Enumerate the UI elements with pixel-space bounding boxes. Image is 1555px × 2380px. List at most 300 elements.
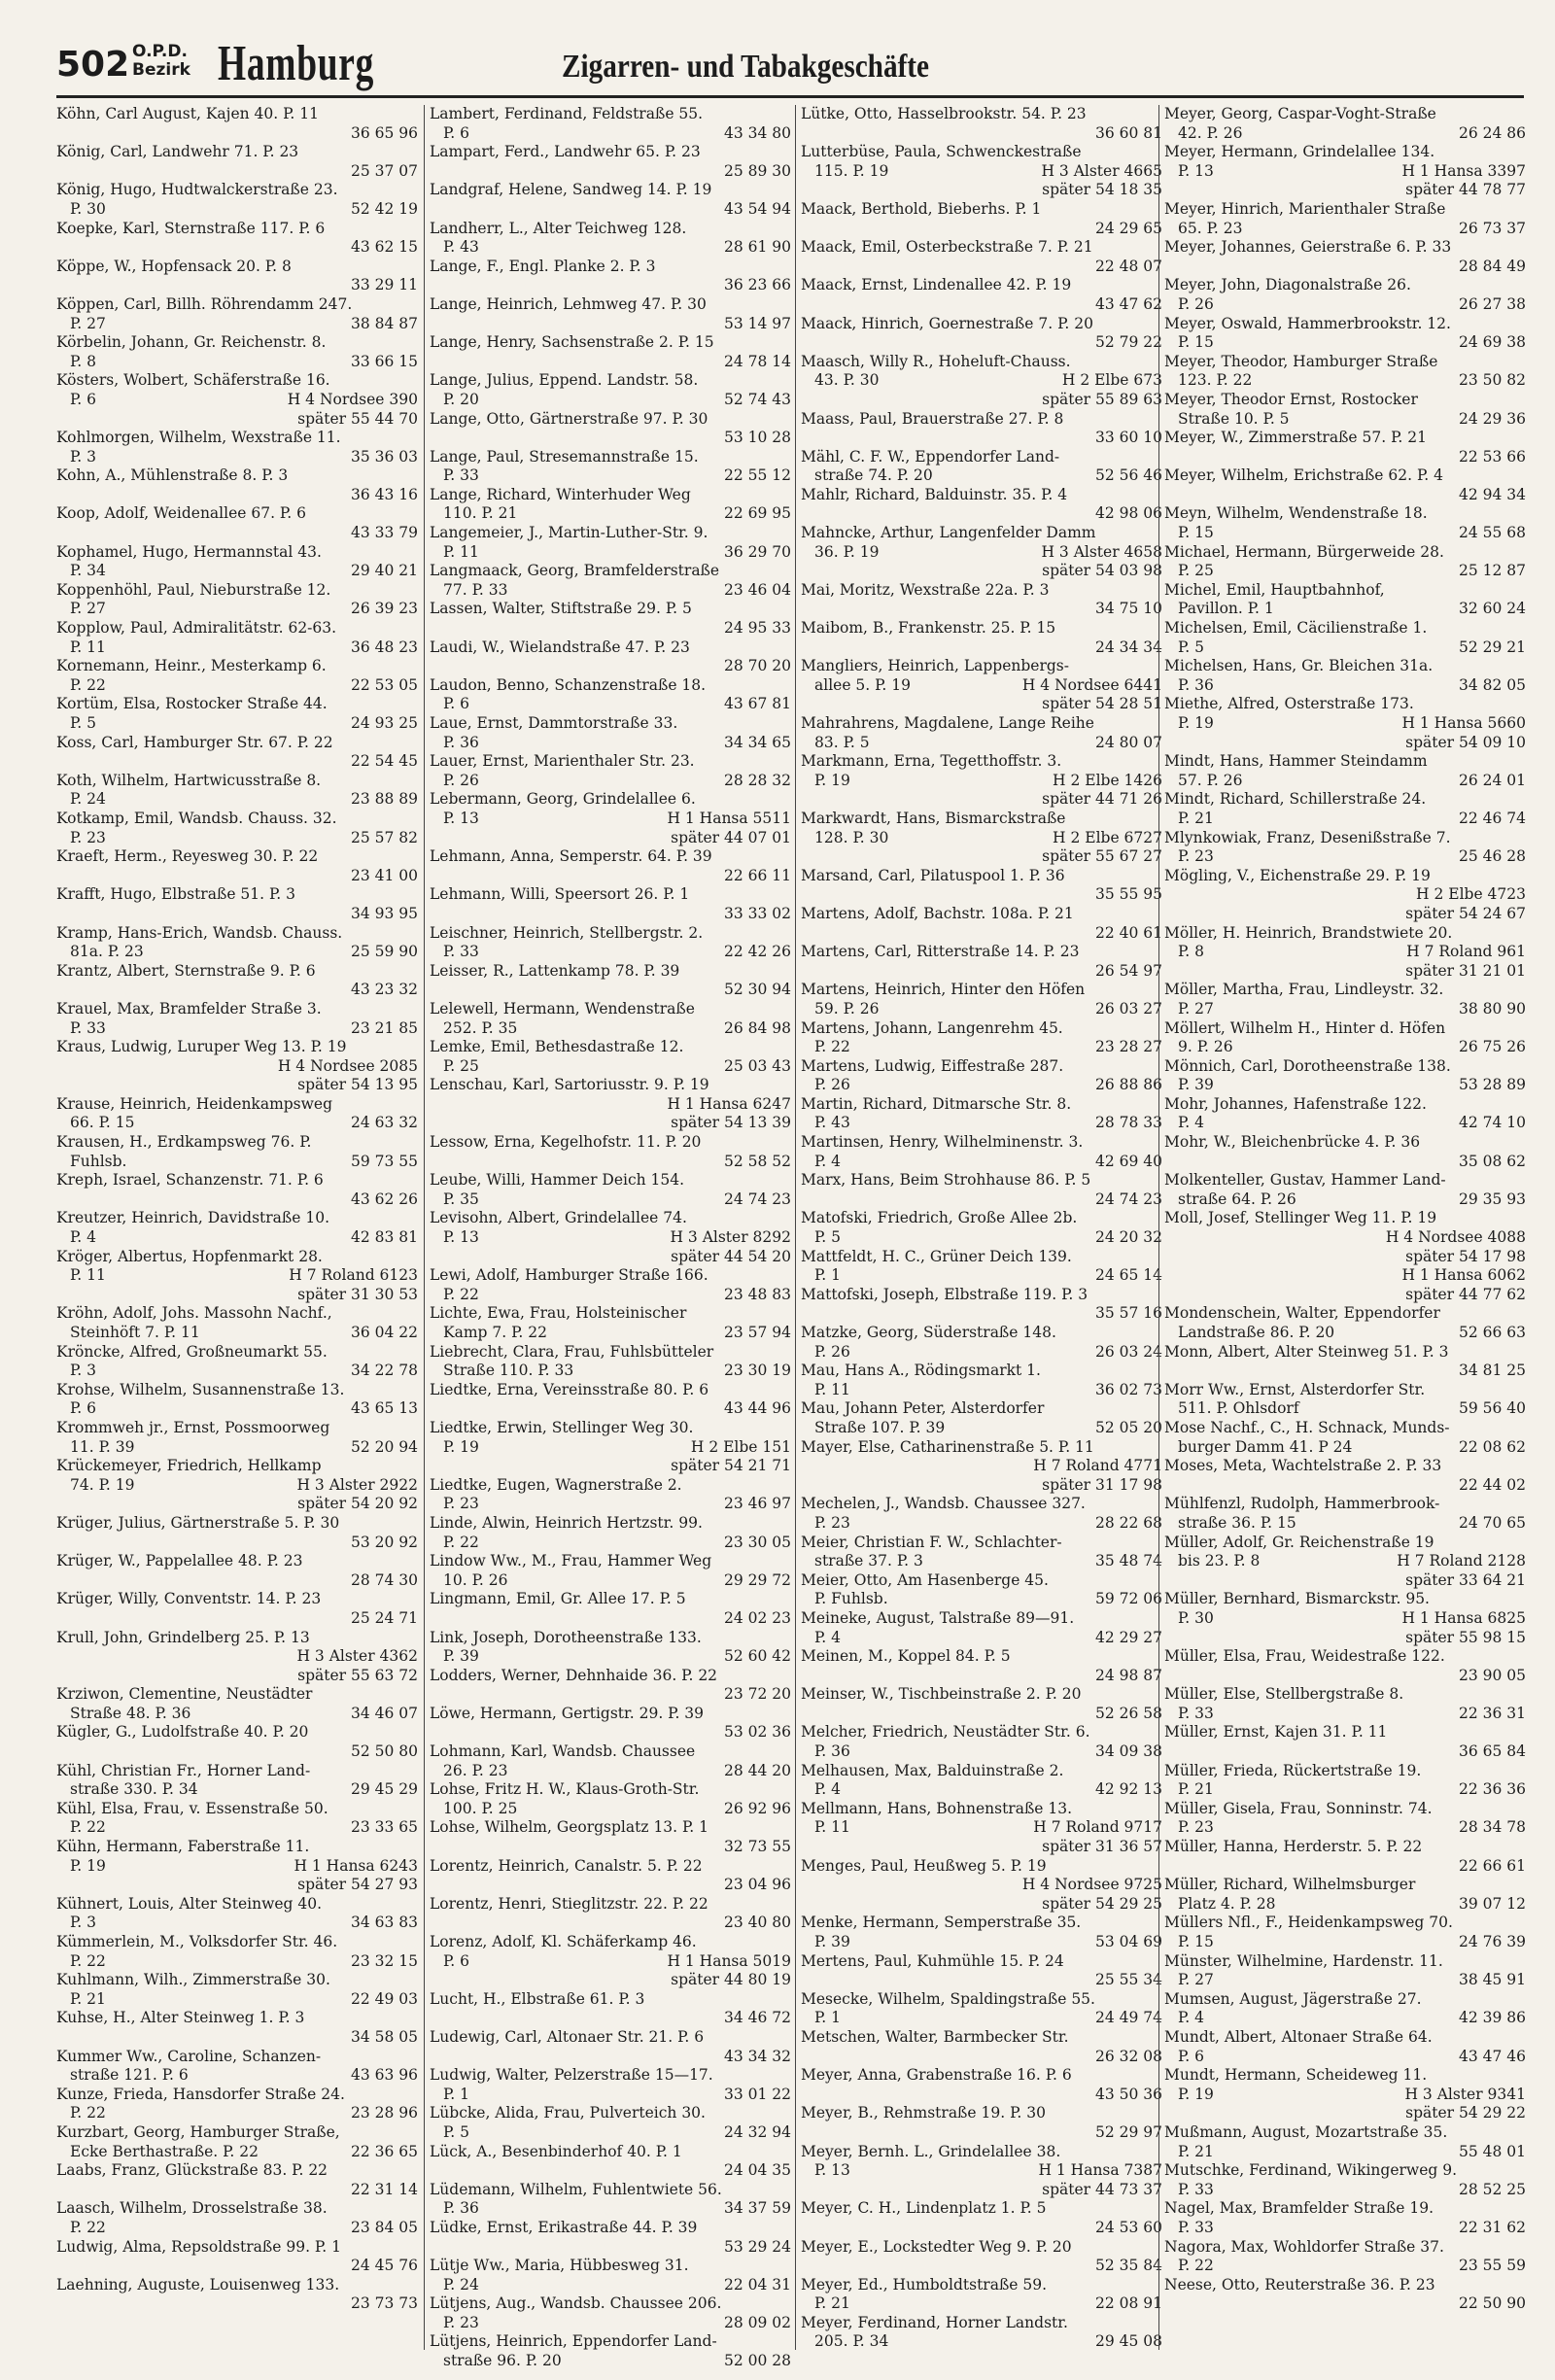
entry-detail-line (56, 1476, 418, 1496)
entry-postal-district: P. 25 (1178, 562, 1214, 580)
entry-postal-district: P. 26 (1178, 294, 1214, 313)
entry-postal-district: straße 121. P. 6 (70, 2066, 189, 2085)
entry-postal-district (430, 429, 443, 448)
entry-postal-district: P. 33 (70, 1018, 106, 1037)
directory-entry (430, 2066, 791, 2104)
entry-detail-line (430, 1019, 791, 1039)
entry-name: Mellmann, Hans, Bohnenstraße 13. (801, 1799, 1073, 1817)
entry-postal-district: P. 6 (70, 390, 97, 408)
entry-phone-number: 23 84 05 (350, 2218, 418, 2236)
entry-postal-district: P. 24 (70, 790, 106, 809)
entry-later-number: später 31 17 98 (1042, 1475, 1162, 1494)
entry-name: Ludwig, Walter, Pelzerstraße 15—17. (430, 2066, 713, 2085)
entry-phone-number: 22 44 02 (1458, 1475, 1526, 1494)
entry-name: Miethe, Alfred, Osterstraße 173. (1164, 695, 1414, 713)
entry-later-number: später 55 44 70 (297, 409, 418, 428)
entry-detail-line (56, 1228, 418, 1248)
entry-detail-line (1164, 1114, 1526, 1133)
entry-detail-line (1164, 1933, 1526, 1952)
entry-postal-district: P. 6 (70, 1399, 97, 1418)
entry-later-number: später 54 20 92 (297, 1495, 418, 1513)
entry-postal-district (801, 1971, 814, 1990)
entry-phone-number: 23 32 15 (350, 1951, 418, 1970)
entry-postal-district: Fuhlsb. (70, 1152, 127, 1170)
directory-entry (1164, 2066, 1526, 2123)
entry-postal-district: P. 43 (443, 238, 479, 257)
entry-detail-line (56, 1153, 418, 1172)
entry-name: Mertens, Paul, Kuhmühle 15. P. 24 (801, 1951, 1064, 1970)
entry-detail-line (1164, 410, 1526, 430)
entry-name: Mönnich, Carl, Dorotheenstraße 138. (1164, 1056, 1451, 1075)
directory-entry (430, 1076, 791, 1133)
entry-phone-number: 43 47 46 (1458, 2047, 1526, 2065)
entry-detail-line (801, 772, 1162, 791)
entry-name: Meyer, Hermann, Grindelallee 134. (1164, 143, 1435, 161)
entry-phone-number: 24 69 38 (1458, 333, 1526, 352)
entry-postal-district: P. 11 (70, 1266, 106, 1285)
entry-phone-number: 26 24 86 (1458, 123, 1526, 142)
entry-name: Maack, Ernst, Lindenallee 42. P. 19 (801, 276, 1072, 294)
entry-name: Lange, Paul, Stresemannstraße 15. (430, 447, 699, 466)
entry-name: Mähl, C. F. W., Eppendorfer Land- (801, 447, 1060, 466)
entry-detail-line (801, 1629, 1162, 1648)
entry-name: Landgraf, Helene, Sandweg 14. P. 19 (430, 181, 712, 199)
directory-entry (56, 847, 418, 885)
entry-later-number: später 54 27 93 (297, 1876, 418, 1894)
entry-phone-number: 28 22 68 (1094, 1513, 1162, 1532)
directory-entry (1164, 2028, 1526, 2066)
entry-name: Mohr, W., Bleichenbrücke 4. P. 36 (1164, 1133, 1421, 1152)
entry-name: König, Hugo, Hudtwalckerstraße 23. (56, 181, 338, 199)
entry-phone-number: 43 23 32 (350, 981, 418, 999)
entry-detail-line (1164, 333, 1526, 353)
directory-entry (1164, 1952, 1526, 1990)
entry-detail-line (56, 2181, 418, 2200)
entry-detail-line (56, 1190, 418, 1210)
entry-phone-number: H 2 Elbe 6727 (1053, 828, 1162, 846)
entry-name: Mau, Johann Peter, Alsterdorfer (801, 1399, 1045, 1418)
entry-name: Kummer Ww., Caroline, Schanzen- (56, 2047, 322, 2065)
entry-postal-district (801, 1705, 814, 1724)
entry-phone-number: 43 44 96 (723, 1399, 791, 1418)
entry-detail-line (430, 657, 791, 676)
directory-entry (1164, 1171, 1526, 1209)
entry-postal-district: P. 19 (1178, 2085, 1214, 2103)
entry-phone-number: 32 60 24 (1458, 600, 1526, 618)
entry-phone-number: 34 82 05 (1458, 675, 1526, 694)
district-label (132, 43, 190, 80)
entry-postal-district: Straße 107. P. 39 (814, 1418, 946, 1436)
entry-detail-line (1164, 1818, 1526, 1838)
directory-entry (56, 1971, 418, 2009)
entry-phone-number: 24 65 14 (1094, 1266, 1162, 1285)
entry-postal-district: 81a. P. 23 (70, 943, 144, 961)
directory-entry (801, 1857, 1162, 1914)
directory-entry (56, 657, 418, 695)
entry-name: Krohse, Wilhelm, Susannenstraße 13. (56, 1380, 345, 1398)
entry-name: Mattofski, Joseph, Elbstraße 119. P. 3 (801, 1285, 1088, 1303)
entry-phone-number: 52 35 84 (1094, 2257, 1162, 2275)
entry-phone-number: 23 46 04 (723, 580, 791, 599)
entry-phone-number: 29 45 08 (1094, 2332, 1162, 2351)
entry-name: Nagel, Max, Bramfelder Straße 19. (1164, 2199, 1434, 2218)
entry-phone-number: 42 98 06 (1094, 504, 1162, 523)
entry-phone-number: 34 09 38 (1094, 1742, 1162, 1761)
directory-entry (430, 1038, 791, 1076)
directory-entry (430, 1895, 791, 1933)
entry-name: Mau, Hans A., Rödingsmarkt 1. (801, 1362, 1041, 1380)
entry-postal-district: P. 34 (70, 562, 106, 580)
directory-entry (56, 1133, 418, 1171)
entry-postal-district (801, 2257, 814, 2276)
entry-postal-district (801, 1190, 814, 1210)
entry-postal-district: straße 74. P. 20 (814, 466, 933, 485)
entry-detail-line (430, 1286, 791, 1305)
entry-name: Mesecke, Wilhelm, Spaldingstraße 55. (801, 1989, 1095, 2008)
entry-later-number: später 44 77 62 (1405, 1285, 1526, 1303)
entry-postal-district: Landstraße 86. P. 20 (1178, 1324, 1335, 1341)
entry-detail-line (56, 2066, 418, 2086)
entry-postal-district: burger Damm 41. P 24 (1178, 1437, 1353, 1456)
directory-entry (430, 2143, 791, 2181)
entry-name: Menges, Paul, Heußweg 5. P. 19 (801, 1856, 1047, 1875)
directory-entry (56, 220, 418, 258)
entry-detail-line (430, 1723, 791, 1742)
entry-phone-number: 53 14 97 (723, 314, 791, 332)
entry-detail-line (1164, 1971, 1526, 1990)
entry-later-number: später 55 89 63 (1042, 390, 1162, 408)
entry-phone-number: 24 63 32 (350, 1114, 418, 1132)
entry-postal-district: P. 20 (443, 390, 479, 408)
directory-entry (430, 258, 791, 295)
directory-entry (801, 810, 1162, 867)
entry-postal-district (801, 1304, 814, 1324)
entry-postal-district: Platz 4. P. 28 (1178, 1894, 1276, 1913)
entry-detail-line (801, 162, 1162, 182)
directory-entry (801, 1399, 1162, 1437)
entry-detail-line (801, 962, 1162, 982)
entry-name: Lenschau, Karl, Sartoriusstr. 9. P. 19 (430, 1076, 709, 1094)
entry-detail-line (1164, 1552, 1526, 1571)
entry-name: Liebrecht, Clara, Frau, Fuhlsbütteler (430, 1342, 714, 1361)
directory-entry (1164, 1266, 1526, 1304)
entry-later-number: später 54 18 35 (1042, 181, 1162, 199)
entry-phone-number: 38 80 90 (1458, 999, 1526, 1018)
entry-postal-district (56, 867, 70, 886)
entry-name: Mögling, V., Eichenstraße 29. P. 19 (1164, 866, 1431, 884)
entry-detail-line (56, 448, 418, 467)
entry-detail-line (430, 1324, 791, 1343)
entry-detail-line (801, 829, 1162, 848)
directory-entry (56, 295, 418, 333)
entry-postal-district (801, 600, 814, 619)
directory-entry (430, 600, 791, 638)
entry-detail-line (430, 1534, 791, 1553)
entry-phone-number: 36 23 66 (723, 276, 791, 294)
entry-phone-number: H 4 Nordsee 2085 (277, 1056, 418, 1075)
entry-phone-number: H 2 Elbe 673 (1061, 371, 1162, 390)
entry-postal-district (430, 981, 443, 1000)
entry-detail-line (801, 1590, 1162, 1609)
entry-name: Lehmann, Anna, Semperstr. 64. P. 39 (430, 847, 712, 866)
directory-entry (430, 1343, 791, 1381)
entry-name: Maass, Paul, Brauerstraße 27. P. 8 (801, 409, 1064, 428)
entry-name: Krüger, Willy, Conventstr. 14. P. 23 (56, 1590, 322, 1608)
entry-detail-line (56, 1438, 418, 1458)
entry-detail-line (56, 238, 418, 258)
directory-entry (1164, 619, 1526, 657)
entry-postal-district (56, 2294, 70, 2314)
entry-postal-district: P. 11 (814, 1380, 850, 1398)
directory-entry (430, 1742, 791, 1780)
entry-phone-number: 26 27 38 (1458, 294, 1526, 313)
entry-phone-number: H 1 Hansa 5511 (667, 809, 791, 827)
entry-phone-number: 42 83 81 (350, 1228, 418, 1247)
directory-entry (801, 1990, 1162, 2028)
entry-postal-district (1164, 258, 1178, 277)
directory-entry (801, 1534, 1162, 1571)
entry-later-number: später 54 17 98 (1405, 1247, 1526, 1265)
entry-name: Krafft, Hugo, Elbstraße 51. P. 3 (56, 885, 295, 904)
entry-postal-district (56, 2257, 70, 2276)
directory-entry (56, 2238, 418, 2276)
entry-phone-number: 22 40 61 (1094, 923, 1162, 942)
entry-detail-line (430, 867, 791, 886)
directory-entry (1164, 1209, 1526, 1266)
listing-column-1 (56, 105, 418, 2350)
directory-entry (1164, 581, 1526, 619)
entry-name: Marsand, Carl, Pilatuspool 1. P. 36 (801, 866, 1065, 884)
entry-postal-district: P. 39 (814, 1933, 850, 1950)
directory-entry (430, 1857, 791, 1895)
entry-postal-district (56, 1571, 70, 1591)
entry-name: Moll, Josef, Stellinger Weg 11. P. 19 (1164, 1209, 1437, 1227)
entry-postal-district: P. 22 (70, 1951, 106, 1970)
directory-entry (56, 581, 418, 619)
entry-detail-line (430, 466, 791, 486)
directory-entry (56, 1000, 418, 1038)
entry-name: Lück, A., Besenbinderhof 40. P. 1 (430, 2142, 682, 2160)
directory-entry (430, 1590, 791, 1628)
entry-phone-number: 22 31 14 (350, 2180, 418, 2198)
entry-postal-district: 511. P. Ohlsdorf (1178, 1399, 1299, 1418)
entry-detail-line (56, 943, 418, 962)
directory-entry (801, 276, 1162, 314)
entry-postal-district (801, 124, 814, 144)
entry-phone-number: 53 02 36 (723, 1723, 791, 1742)
entry-phone-number: 24 45 76 (350, 2257, 418, 2275)
entry-name: Michelsen, Emil, Cäcilienstraße 1. (1164, 619, 1428, 638)
directory-entry (801, 524, 1162, 581)
entry-postal-district: P. 36 (814, 1742, 850, 1761)
entry-name: Krauel, Max, Bramfelder Straße 3. (56, 999, 322, 1018)
entry-phone-number: 25 12 87 (1458, 562, 1526, 580)
entry-phone-number: 28 52 25 (1458, 2180, 1526, 2198)
entry-detail-line (801, 1076, 1162, 1095)
entry-postal-district (801, 885, 814, 905)
entry-name: Meyer, Oswald, Hammerbrookstr. 12. (1164, 314, 1451, 332)
entry-detail-line (56, 2219, 418, 2238)
entry-phone-number: 23 50 82 (1458, 371, 1526, 390)
entry-name: Martens, Carl, Ritterstraße 14. P. 23 (801, 943, 1080, 961)
entry-postal-district: 36. P. 19 (814, 542, 880, 561)
entry-detail-line (1164, 1038, 1526, 1057)
entry-phone-number: 33 01 22 (723, 2085, 791, 2103)
city-title: Hamburg (218, 36, 375, 91)
directory-entry (56, 734, 418, 772)
entry-name: Markwardt, Hans, Bismarckstraße (801, 809, 1066, 827)
entry-postal-district: P. 23 (814, 1513, 850, 1532)
entry-phone-number: 34 58 05 (350, 2027, 418, 2046)
entry-phone-number: H 1 Hansa 6825 (1401, 1608, 1526, 1627)
entry-phone-number: H 1 Hansa 3397 (1401, 161, 1526, 180)
entry-postal-district: P. 6 (443, 123, 470, 142)
entry-detail-line (801, 1114, 1162, 1133)
entry-phone-number: 36 43 16 (350, 485, 418, 503)
entry-detail-line (801, 1266, 1162, 1286)
entry-phone-number: 28 84 49 (1458, 257, 1526, 275)
entry-detail-line (1164, 1362, 1526, 1381)
directory-entry (1164, 504, 1526, 542)
directory-entry (1164, 1304, 1526, 1342)
entry-name: Mlynkowiak, Franz, Desenißstraße 7. (1164, 828, 1451, 846)
entry-phone-number: 23 90 05 (1458, 1666, 1526, 1684)
entry-postal-district (1164, 1476, 1178, 1496)
entry-detail-line (1164, 1324, 1526, 1343)
entry-phone-number: 43 50 36 (1094, 2085, 1162, 2103)
entry-phone-number: 42 92 13 (1094, 1780, 1162, 1799)
entry-phone-number: 26 39 23 (350, 600, 418, 618)
entry-phone-number: H 3 Alster 9341 (1404, 2085, 1526, 2103)
entry-name: Mangliers, Heinrich, Lappenbergs- (801, 657, 1069, 675)
entry-name: Mundt, Albert, Altonaer Straße 64. (1164, 2027, 1433, 2046)
entry-name: Lange, Otto, Gärtnerstraße 97. P. 30 (430, 409, 708, 428)
entry-detail-line (1164, 1266, 1526, 1286)
entry-name: Kösters, Wolbert, Schäferstraße 16. (56, 371, 330, 390)
entry-postal-district: P. 22 (443, 1533, 479, 1551)
entry-postal-district: P. 24 (443, 2275, 479, 2294)
entry-name: Meyn, Wilhelm, Wendenstraße 18. (1164, 504, 1428, 523)
directory-entry (1164, 543, 1526, 581)
entry-postal-district (801, 2219, 814, 2238)
directory-entry (801, 1800, 1162, 1857)
listing-column-3 (801, 105, 1162, 2350)
entry-postal-district: 115. P. 19 (814, 161, 889, 180)
entry-phone-number: 22 66 61 (1458, 1856, 1526, 1875)
directory-entry (430, 1990, 791, 2028)
entry-phone-number: 33 29 11 (350, 276, 418, 294)
entry-name: Lohse, Fritz H. W., Klaus-Groth-Str. (430, 1780, 700, 1799)
directory-entry (1164, 2238, 1526, 2276)
entry-phone-number: 34 46 72 (723, 2009, 791, 2027)
entry-detail-line (430, 981, 791, 1000)
entry-name: Müller, Elsa, Frau, Weidestraße 122. (1164, 1647, 1445, 1666)
directory-entry (1164, 200, 1526, 238)
entry-phone-number: 42 69 40 (1094, 1152, 1162, 1170)
directory-entry (801, 1362, 1162, 1399)
entry-postal-district (801, 220, 814, 239)
entry-detail-line (430, 1438, 791, 1458)
entry-detail-line (430, 2123, 791, 2143)
directory-entry (56, 1933, 418, 1971)
entry-later-number: später 54 21 71 (671, 1457, 791, 1475)
directory-entry (1164, 2199, 1526, 2237)
directory-entry (430, 486, 791, 524)
entry-name: Meyer, W., Zimmerstraße 57. P. 21 (1164, 429, 1427, 447)
entry-name: Ludwig, Alma, Repsoldstraße 99. P. 1 (56, 2237, 341, 2256)
entry-detail-line (1164, 772, 1526, 791)
entry-postal-district: P. 30 (1178, 1608, 1214, 1627)
entry-postal-district (801, 1457, 814, 1476)
entry-later-number: später 54 13 39 (671, 1114, 791, 1132)
entry-postal-district: P. 33 (443, 943, 479, 961)
directory-entry (430, 2104, 791, 2142)
entry-name: Köhn, Carl August, Kajen 40. P. 11 (56, 105, 319, 122)
entry-detail-line (801, 1457, 1162, 1476)
directory-entry (430, 1209, 791, 1266)
directory-entry (430, 962, 791, 1000)
directory-entry (56, 371, 418, 429)
directory-entry (801, 1438, 1162, 1496)
entry-detail-line (430, 734, 791, 753)
entry-detail-line (1164, 524, 1526, 543)
entry-postal-district: 65. P. 23 (1178, 219, 1243, 237)
entry-postal-district (430, 1399, 443, 1419)
entry-postal-district: P. 22 (70, 2218, 106, 2236)
entry-detail-line (801, 1876, 1162, 1895)
directory-entry (801, 2238, 1162, 2276)
entry-postal-district: P. 8 (70, 352, 97, 370)
directory-entry (430, 295, 791, 333)
entry-phone-number: 24 55 68 (1458, 524, 1526, 542)
entry-detail-line (801, 2257, 1162, 2276)
directory-entry (1164, 1419, 1526, 1457)
entry-name: Lüdemann, Wilhelm, Fuhlentwiete 56. (430, 2180, 722, 2198)
entry-name: Lampart, Ferd., Landwehr 65. P. 23 (430, 143, 701, 161)
directory-entry (430, 885, 791, 923)
entry-detail-line (56, 1780, 418, 1800)
entry-phone-number: 36 65 84 (1458, 1742, 1526, 1761)
directory-entry (430, 1933, 791, 1990)
entry-name: Krziwon, Clementine, Neustädter (56, 1685, 313, 1704)
entry-postal-district: 110. P. 21 (443, 504, 518, 523)
entry-postal-district: P. 15 (1178, 1933, 1214, 1950)
directory-entry (56, 543, 418, 581)
entry-name: Michelsen, Hans, Gr. Bleichen 31a. (1164, 657, 1434, 675)
entry-postal-district (56, 2181, 70, 2200)
entry-phone-number: 22 54 45 (350, 752, 418, 771)
entry-name: Meyer, Theodor, Hamburger Straße (1164, 352, 1438, 370)
directory-entry (801, 238, 1162, 276)
entry-name: Kuhlmann, Wilh., Zimmerstraße 30. (56, 1971, 330, 1989)
entry-name: Müller, Gisela, Frau, Sonninstr. 74. (1164, 1799, 1433, 1817)
entry-detail-line (1164, 2048, 1526, 2067)
entry-phone-number: H 3 Alster 4658 (1041, 542, 1162, 561)
entry-detail-line (801, 2161, 1162, 2181)
entry-name: Lütjens, Aug., Wandsb. Chaussee 206. (430, 2294, 722, 2313)
entry-postal-district: Pavillon. P. 1 (1178, 600, 1274, 618)
entry-postal-district (56, 276, 70, 295)
entry-detail-line (430, 772, 791, 791)
entry-detail-line (430, 238, 791, 258)
directory-entry (801, 657, 1162, 714)
entry-detail-line (1164, 600, 1526, 619)
entry-postal-district: straße 36. P. 15 (1178, 1513, 1296, 1532)
directory-entry (1164, 1762, 1526, 1800)
entry-name: Koss, Carl, Hamburger Str. 67. P. 22 (56, 733, 333, 751)
entry-postal-district: P. 21 (70, 1989, 106, 2008)
directory-entry (56, 1895, 418, 1933)
